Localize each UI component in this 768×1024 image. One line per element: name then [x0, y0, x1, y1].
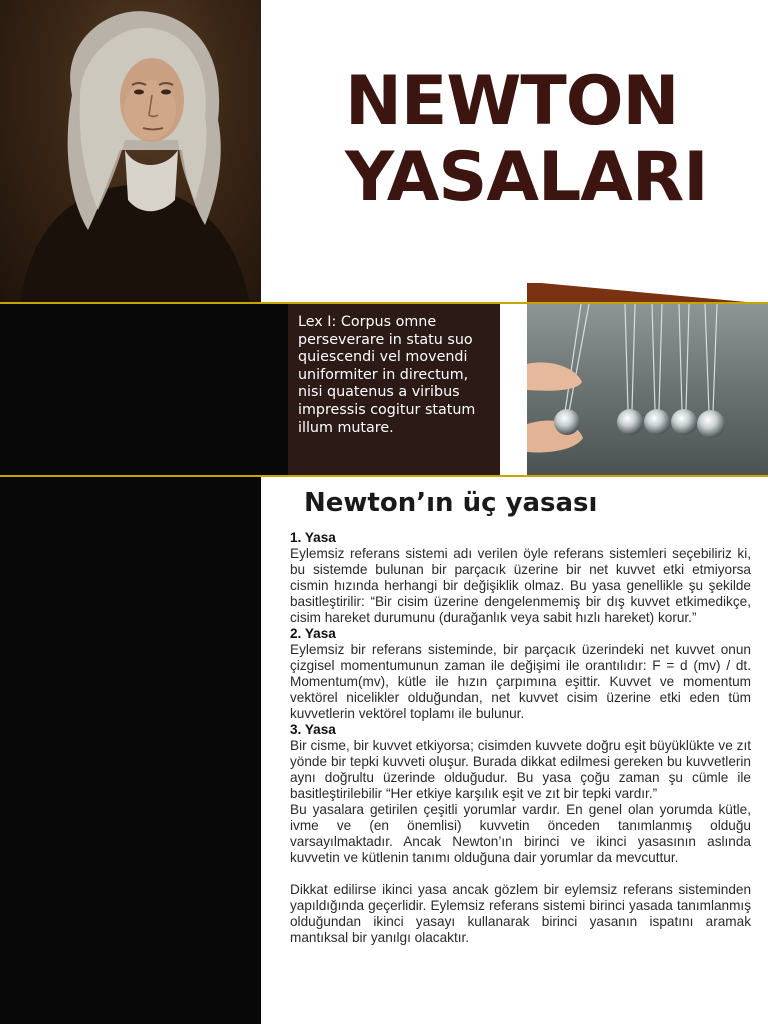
decorative-wedge	[527, 283, 768, 304]
latin-quote-box	[288, 304, 500, 475]
article-body	[290, 530, 751, 946]
law-3-heading: 3. Yasa	[290, 722, 336, 737]
conclusion-paragraph: Dikkat edilirse ikinci yasa ancak gözlem bir eylemsiz referans sisteminden yapıldığında geçerlidir. Eylemsiz referans sistemi birinci yasada tanımlanmış olduğundan ikinci yasayı kullanarak birinci yasanın ispatını aramak mantıksal bir yanılgı olacaktır.	[290, 882, 751, 945]
law-1-text: Eylemsiz referans sistemi adı verilen öyle referans sistemleri seçebiliriz ki, bu sistemde bulunan bir parçacık üzerine bir net kuvvet etki etmiyorsa cismin hızında herhangi bir değişiklik olmaz. Bu yasa genellikle şu şekilde basitleştirilir: “Bir cisim üzerine dengelenmemiş bir dış kuvvet etkimedikçe, cisim hareket durumunu (durağanlık veya sabit hızlı hareket) korur.”	[290, 546, 751, 625]
newtons-cradle-illustration	[527, 304, 768, 475]
newton-portrait	[0, 0, 261, 304]
section-heading: Newton’ın üç yasası	[304, 488, 598, 518]
latin-quote: Lex I: Corpus omne perseverare in statu suo quiescendi vel movendi uniformiter in directum, nisi quatenus a viribus impressis cogitur statum illum mutare.	[298, 314, 476, 436]
interpretation-paragraph: Bu yasalara getirilen çeşitli yorumlar vardır. En genel olan yorumda kütle, ivme ve (en önemlisi) kuvvetin önceden tanımlanmış olduğu varsayılmaktadır. Ancak Newton’ın birinci ve ikinci yasasının aslında kuvvetin ve kütlenin tanımı olduğuna dair yorumlar da mevcuttur.	[290, 802, 751, 865]
law-2-heading: 2. Yasa	[290, 626, 336, 641]
law-3-text: Bir cisme, bir kuvvet etkiyorsa; cisimden kuvvete doğru eşit büyüklükte ve zıt yönde bir tepki kuvveti oluşur. Burada dikkat edilmesi gereken bu kuvvetlerin aynı doğrultu üzerinde olduğudur. Bu yasa çoğu zaman şu cümle ile basitleştirilebilir “Her etkiye karşılık eşit ve zıt bir tepki vardır.”	[290, 738, 751, 801]
portrait-illustration	[0, 0, 261, 304]
title-line-1: NEWTON	[345, 62, 679, 141]
title-line-2: YASALARI	[345, 138, 708, 217]
law-2-text: Eylemsiz bir referans sisteminde, bir parçacık üzerindeki net kuvvet onun çizgisel momentumunun zaman ile değişimi ile orantılıdır: F = d (mv) / dt. Momentum(mv), kütle ile hızın çarpımına eşittir. Kuvvet ve momentum vektörel nicelikler olduğundan, net kuvvet cisim üzerine etki eden tüm kuvvetlerin vektörel toplamı ile bulunur.	[290, 642, 751, 721]
gold-divider-bottom	[0, 475, 768, 477]
newtons-cradle-photo	[527, 304, 768, 475]
law-1-heading: 1. Yasa	[290, 530, 336, 545]
black-band	[0, 304, 288, 475]
page-title	[345, 64, 708, 216]
